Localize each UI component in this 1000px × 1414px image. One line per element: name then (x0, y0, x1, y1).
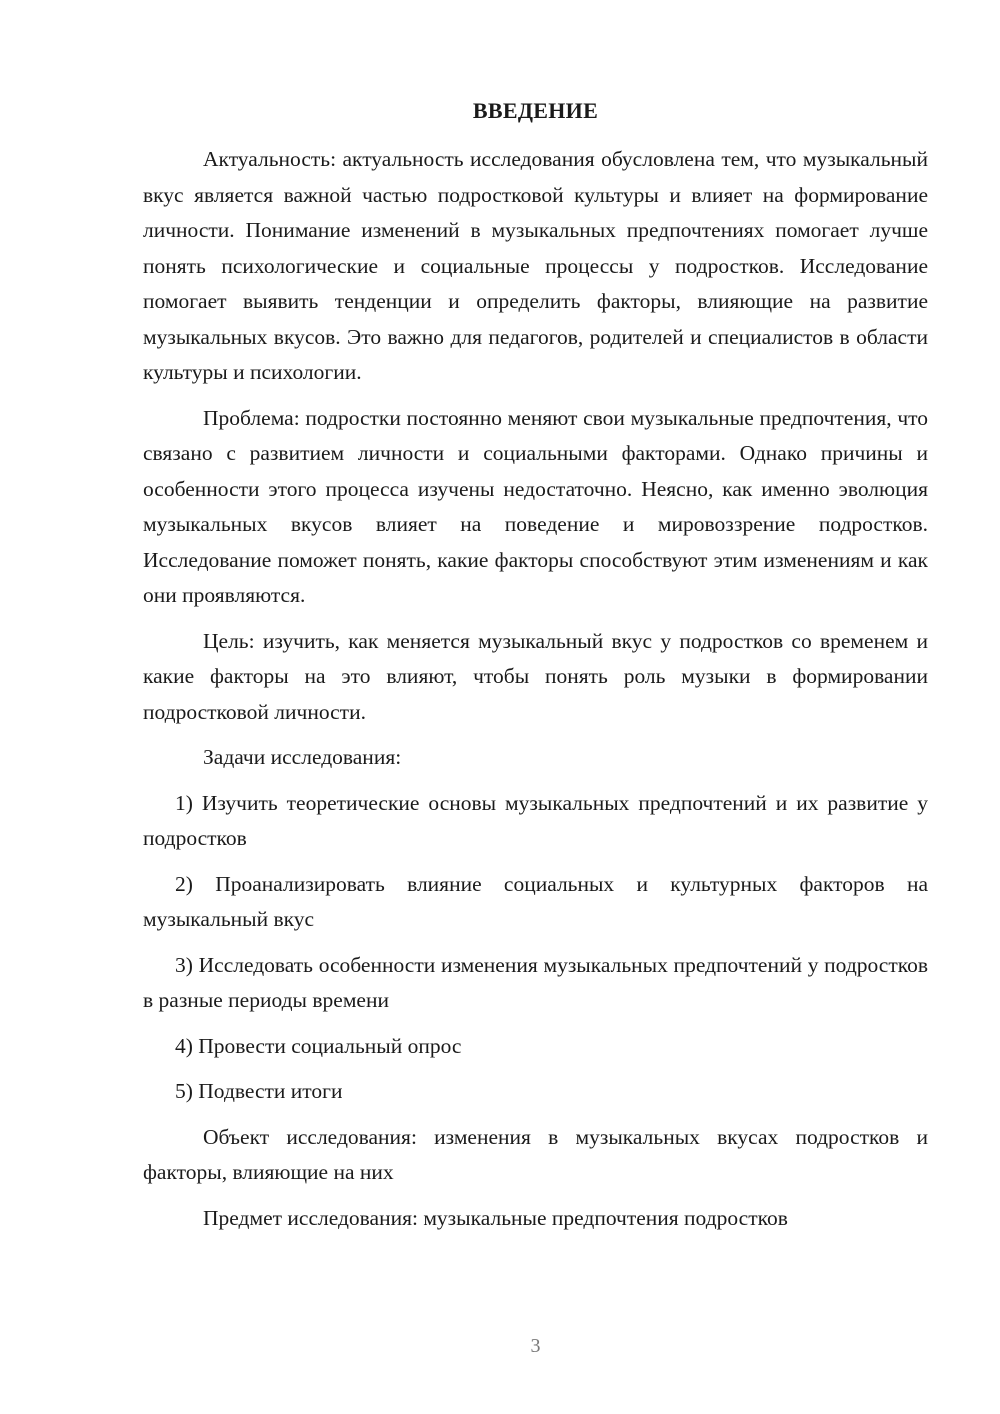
page-number: 3 (530, 1335, 541, 1357)
task-item-4: 4) Провести социальный опрос (175, 1033, 462, 1058)
paragraph-object: Объект исследования: изменения в музыкальных вкусах подростков и факторы, влияющие на них (143, 1124, 928, 1184)
task-item-3: 3) Исследовать особенности изменения музыкальных предпочтений у подростков в разные периоды времени (143, 952, 928, 1012)
paragraph-relevance: Актуальность: актуальность исследования обусловлена тем, что музыкальный вкус является важной частью подростковой культуры и влияет на формирование личности. Понимание изменений в музыкальных предпочтениях помогает лучше понять психологические и социальные процессы у подростков. Исследование помогает выявить тенденции и определить факторы, влияющие на развитие музыкальных вкусов. Это важно для педагогов, родителей и специалистов в области культуры и психологии. (143, 147, 928, 384)
task-item-1: 1) Изучить теоретические основы музыкальных предпочтений и их развитие у подростков (143, 790, 928, 850)
paragraph-goal: Цель: изучить, как меняется музыкальный вкус у подростков со временем и какие факторы на это влияют, чтобы понять роль музыки в формировании подростковой личности. (143, 628, 928, 724)
paragraph-tasks-heading: Задачи исследования: (203, 745, 402, 769)
task-item-2: 2) Проанализировать влияние социальных и культурных факторов на музыкальный вкус (143, 871, 928, 931)
document-body (143, 142, 928, 1236)
task-item-5: 5) Подвести итоги (175, 1079, 343, 1103)
paragraph-subject: Предмет исследования: музыкальные предпочтения подростков (203, 1205, 788, 1230)
paragraph-problem: Проблема: подростки постоянно меняют свои музыкальные предпочтения, что связано с развитием личности и социальными факторами. Однако причины и особенности этого процесса изучены недостаточно. Неясно, как именно эволюция музыкальных вкусов влияет на поведение и мировоззрение подростков. Исследование поможет понять, какие факторы способствуют этим изменениям и как они проявляются. (143, 405, 928, 607)
section-title: ВВЕДЕНИЕ (472, 98, 599, 123)
document-page (143, 0, 928, 1414)
